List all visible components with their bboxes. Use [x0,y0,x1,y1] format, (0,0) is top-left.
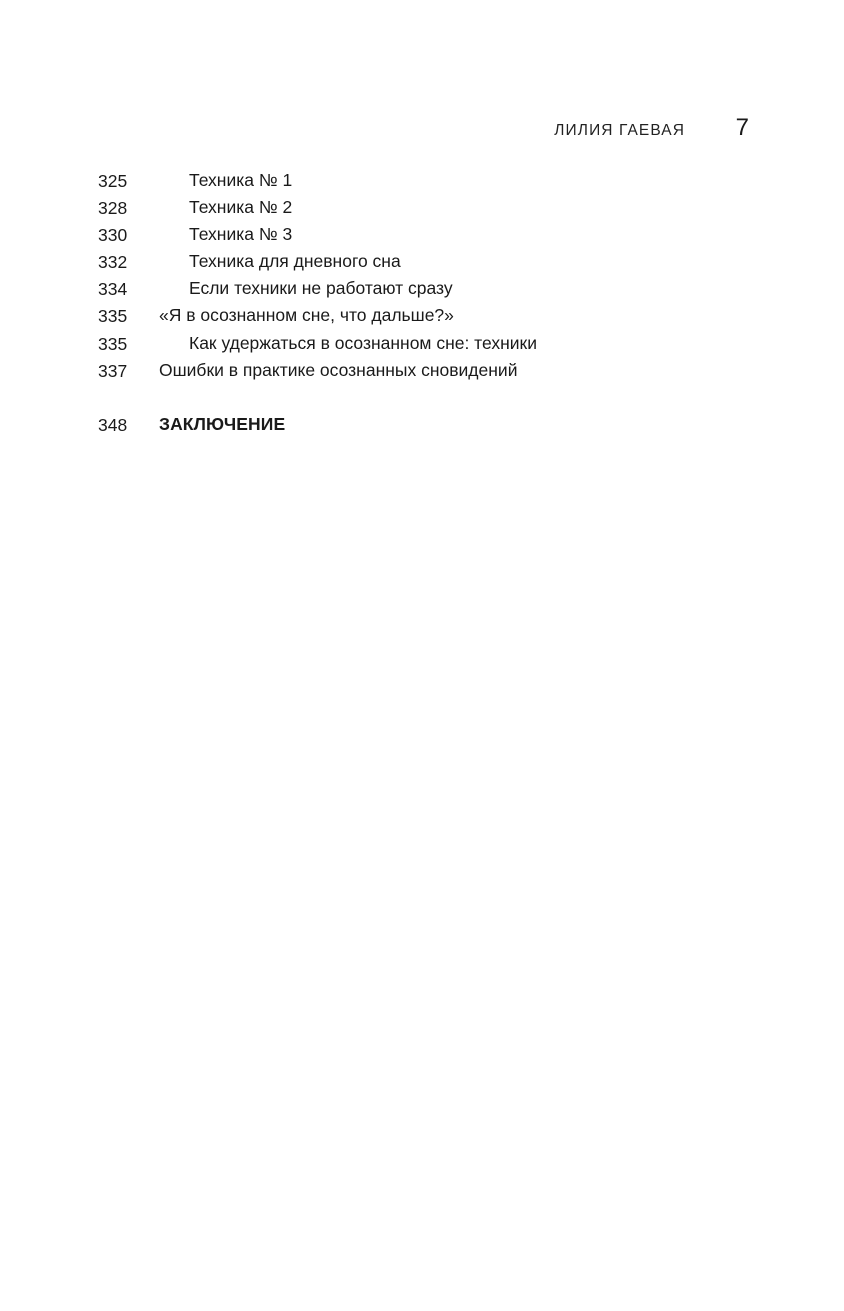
toc-section-entry [98,302,778,329]
toc-entry [98,275,778,302]
toc-entry-title: Ошибки в практике осознанных сновидений [159,359,518,380]
toc-entry-title: «Я в осознанном сне, что дальше?» [159,305,454,326]
page-number: 7 [735,114,749,141]
toc-entry-title: Если техники не работают сразу [189,278,453,299]
toc-entry-page: 335 [98,306,128,327]
running-head [0,114,749,144]
table-of-contents [98,167,778,438]
toc-entry-title: Техника № 3 [189,224,293,245]
toc-entry-page: 330 [98,225,128,246]
toc-chapter-title: ЗАКЛЮЧЕНИЕ [159,413,286,434]
toc-section-entry [98,357,778,384]
toc-entry [98,221,778,248]
toc-entry-page: 334 [98,279,128,300]
toc-entry [98,330,778,357]
toc-entry-page: 335 [98,333,128,354]
toc-entry-page: 328 [98,198,128,219]
toc-chapter-entry [98,411,778,438]
toc-entry-page: 332 [98,252,128,273]
running-head-author: ЛИЛИЯ ГАЕВАЯ [554,122,685,139]
toc-entry-page: 337 [98,360,128,381]
toc-entry [98,248,778,275]
toc-entry [98,194,778,221]
toc-chapter-page: 348 [98,414,128,435]
toc-entry [98,167,778,194]
toc-entry-title: Техника № 1 [189,170,293,190]
toc-entry-page: 325 [98,171,128,191]
toc-entry-title: Техника № 2 [189,197,293,218]
toc-entry-title: Техника для дневного сна [189,251,401,272]
toc-entry-title: Как удержаться в осознанном сне: техники [189,332,537,353]
